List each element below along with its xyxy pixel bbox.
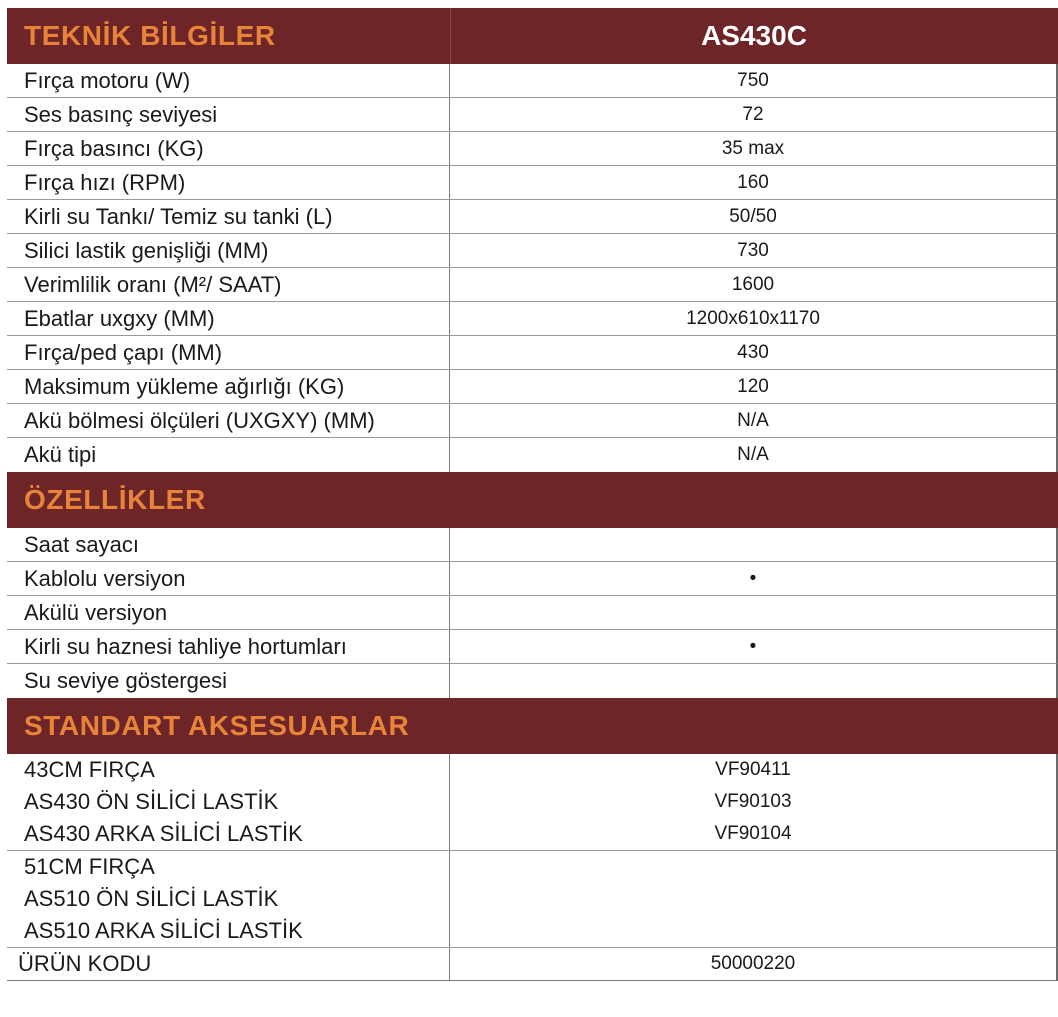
row-label: Ses basınç seviyesi: [7, 98, 450, 131]
table-row: [7, 166, 1058, 200]
row-value: 50/50: [729, 205, 777, 227]
row-value: 35 max: [721, 137, 785, 159]
table-row: [7, 268, 1058, 302]
row-label: Kirli su haznesi tahliye hortumları: [7, 630, 450, 663]
product-code-value: 50000220: [710, 953, 796, 974]
table-row: [7, 528, 1058, 562]
row-value: [450, 528, 1056, 561]
table-row: [7, 234, 1058, 268]
product-code-row: [7, 948, 1058, 981]
row-value: 72: [742, 103, 764, 125]
table-row: [7, 818, 1058, 851]
row-label: AS510 ÖN SİLİCİ LASTİK: [7, 883, 450, 915]
table-row: [7, 915, 1058, 948]
row-value: •: [749, 636, 757, 657]
table-row: [7, 438, 1058, 472]
spec-sheet: [7, 8, 1058, 981]
row-label: Akü tipi: [7, 438, 450, 472]
row-label: AS510 ARKA SİLİCİ LASTİK: [7, 915, 450, 947]
row-value: 430: [737, 341, 769, 363]
technical-header: [7, 8, 1058, 64]
row-label: AS430 ÖN SİLİCİ LASTİK: [7, 786, 450, 818]
row-value: [450, 664, 1056, 698]
accessories-title: STANDART AKSESUARLAR: [24, 710, 410, 741]
table-row: [7, 404, 1058, 438]
row-label: Verimlilik oranı (M²/ SAAT): [7, 268, 450, 301]
row-value: 1600: [731, 273, 775, 295]
row-label: Fırça/ped çapı (MM): [7, 336, 450, 369]
row-label: Fırça hızı (RPM): [7, 166, 450, 199]
row-label: Maksimum yükleme ağırlığı (KG): [7, 370, 450, 403]
row-label: Ebatlar uxgxy (MM): [7, 302, 450, 335]
row-label: 43CM FIRÇA: [7, 754, 450, 786]
table-row: [7, 754, 1058, 786]
row-label: Kirli su Tankı/ Temiz su tanki (L): [7, 200, 450, 233]
table-row: [7, 630, 1058, 664]
row-label: Fırça basıncı (KG): [7, 132, 450, 165]
row-value: N/A: [737, 444, 769, 465]
row-value: VF90104: [714, 823, 792, 844]
table-row: [7, 883, 1058, 915]
product-code-label: ÜRÜN KODU: [7, 948, 450, 980]
features-table: [7, 528, 1058, 698]
model-name: AS430C: [701, 20, 807, 51]
table-row: [7, 302, 1058, 336]
row-label: 51CM FIRÇA: [7, 851, 450, 883]
row-value: [450, 851, 1056, 883]
row-value: 1200x610x1170: [686, 307, 820, 329]
table-row: [7, 64, 1058, 98]
table-row: [7, 132, 1058, 166]
row-label: Fırça motoru (W): [7, 64, 450, 97]
table-row: [7, 336, 1058, 370]
row-label: Silici lastik genişliği (MM): [7, 234, 450, 267]
table-row: [7, 786, 1058, 818]
table-row: [7, 664, 1058, 698]
row-label: Su seviye göstergesi: [7, 664, 450, 698]
row-value: [450, 596, 1056, 629]
features-header: [7, 472, 1058, 528]
row-label: AS430 ARKA SİLİCİ LASTİK: [7, 818, 450, 850]
table-row: [7, 562, 1058, 596]
features-title: ÖZELLİKLER: [24, 484, 206, 515]
accessories-table: [7, 754, 1058, 981]
row-value: 160: [737, 171, 769, 193]
row-value: •: [749, 568, 757, 589]
row-value: 730: [737, 239, 769, 261]
row-value: VF90411: [715, 759, 791, 780]
table-row: [7, 596, 1058, 630]
technical-table: [7, 64, 1058, 472]
row-value: [450, 883, 1056, 915]
accessories-header: [7, 698, 1058, 754]
row-value: 120: [737, 375, 769, 397]
row-value: 750: [737, 69, 769, 91]
row-label: Akü bölmesi ölçüleri (UXGXY) (MM): [7, 404, 450, 437]
row-label: Saat sayacı: [7, 528, 450, 561]
row-value: N/A: [737, 409, 769, 431]
table-row: [7, 851, 1058, 883]
table-row: [7, 98, 1058, 132]
row-value: [450, 915, 1056, 947]
technical-title: TEKNİK BİLGİLER: [24, 20, 276, 51]
row-label: Kablolu versiyon: [7, 562, 450, 595]
row-value: VF90103: [714, 791, 792, 812]
table-row: [7, 370, 1058, 404]
row-label: Akülü versiyon: [7, 596, 450, 629]
table-row: [7, 200, 1058, 234]
